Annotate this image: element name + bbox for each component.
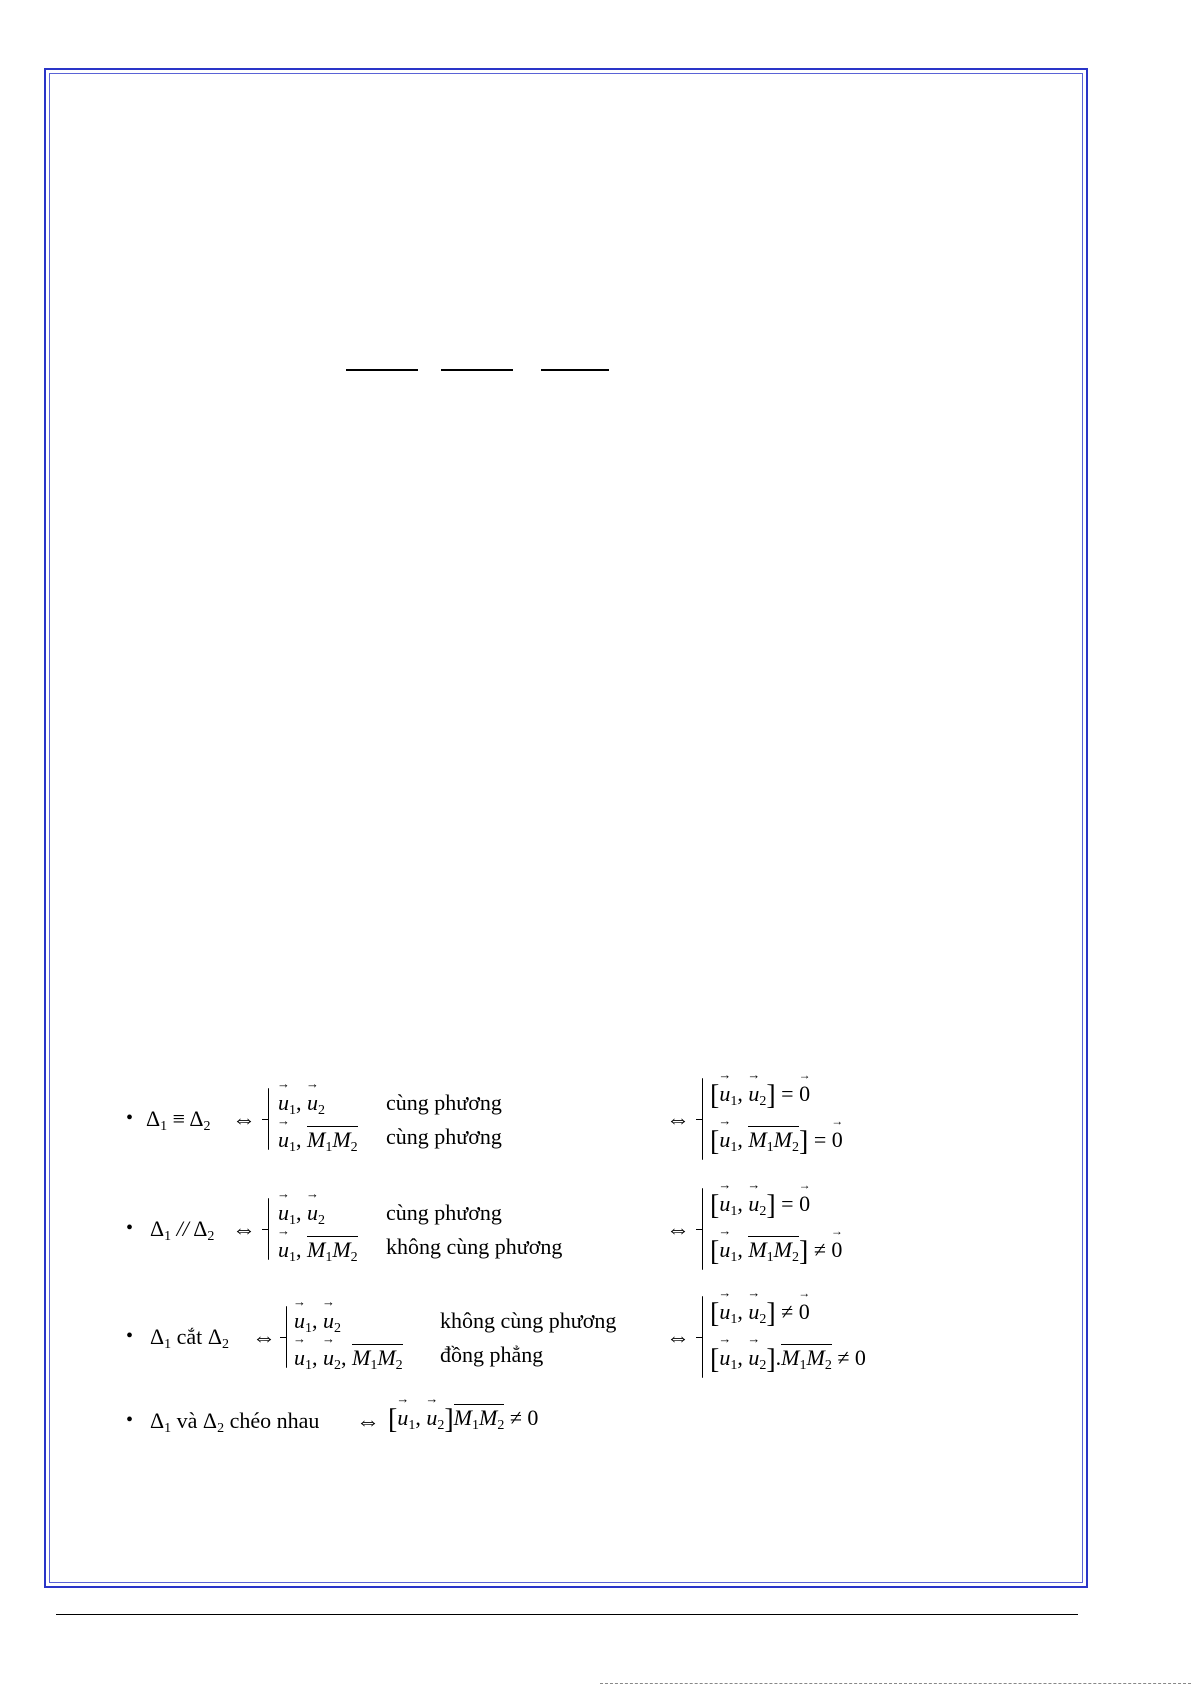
vector-pair: → $u_1$, $M_1M_2$: [278, 1236, 358, 1265]
iff-symbol: ⇔: [666, 1217, 690, 1243]
relation-lhs: $\Delta_1 \equiv \Delta_2$: [146, 1106, 211, 1134]
iff-symbol: ⇔: [666, 1325, 690, 1351]
relation-row-skew: [126, 1398, 882, 1443]
cross-product: [→ $u_1$, → $u_2$] ≠ → 0: [710, 1300, 810, 1328]
left-brace: [286, 1306, 287, 1368]
fraction-bars: [340, 369, 620, 373]
relation-lhs: $\Delta_1$ cắt $\Delta_2$: [150, 1324, 229, 1352]
fraction-bar-1: [346, 369, 418, 371]
bullet: •: [126, 1409, 134, 1431]
cross-product: [→ $u_1$, $M_1M_2$] ≠ → 0: [710, 1236, 842, 1266]
condition-text: không cùng phương: [386, 1234, 563, 1259]
iff-symbol: ⇔: [232, 1107, 256, 1133]
vector-pair: → $u_1$, → $u_2$: [278, 1092, 325, 1118]
condition-text: không cùng phương: [440, 1308, 617, 1333]
fraction-bar-2: [441, 369, 513, 371]
vector-triple: → $u_1$, → $u_2$, $M_1M_2$: [294, 1344, 403, 1373]
left-brace: [702, 1188, 703, 1270]
condition-text: đồng phẳng: [440, 1342, 544, 1367]
fraction-bar-3: [541, 369, 609, 371]
mixed-product: [→ $u_1$, → $u_2]M_1M_2 \ne 0$: [388, 1404, 538, 1434]
vector-pair: → $u_1$, → $u_2$: [294, 1310, 341, 1336]
line-relations-panel: [126, 1070, 882, 1450]
relation-row-intersect: [126, 1288, 882, 1383]
condition-text: cùng phương: [386, 1124, 502, 1149]
mixed-product: [→ $u_1$, → $u_2].M_1M_2 \ne 0$: [710, 1344, 866, 1374]
relation-lhs: $\Delta_1$ và $\Delta_2$ chéo nhau: [150, 1408, 320, 1436]
iff-symbol: ⇔: [666, 1107, 690, 1133]
relation-row-coincide: [126, 1070, 882, 1165]
relation-row-parallel: [126, 1180, 882, 1275]
cross-product: [→ $u_1$, → $u_2$] = → 0: [710, 1192, 810, 1220]
iff-symbol: ⇔: [252, 1325, 276, 1351]
condition-text: cùng phương: [386, 1090, 502, 1115]
bullet: •: [126, 1325, 134, 1347]
bottom-dashed-line: [600, 1683, 1191, 1684]
iff-symbol: ⇔: [356, 1409, 380, 1435]
vector-pair: → $u_1$, → $u_2$: [278, 1202, 325, 1228]
footer-rule: [56, 1614, 1078, 1615]
bullet: •: [126, 1217, 134, 1239]
iff-symbol: ⇔: [232, 1217, 256, 1243]
left-brace: [268, 1198, 269, 1260]
left-brace: [702, 1296, 703, 1378]
cross-product: [→ $u_1$, $M_1M_2$] = → 0: [710, 1126, 843, 1156]
vector-pair: → $u_1$, $M_1M_2$: [278, 1126, 358, 1155]
relation-lhs: $\Delta_1 // \Delta_2$: [150, 1216, 215, 1244]
left-brace: [268, 1088, 269, 1150]
bullet: •: [126, 1107, 134, 1129]
cross-product: [→ $u_1$, → $u_2$] = → 0: [710, 1082, 810, 1110]
condition-text: cùng phương: [386, 1200, 502, 1225]
left-brace: [702, 1078, 703, 1160]
